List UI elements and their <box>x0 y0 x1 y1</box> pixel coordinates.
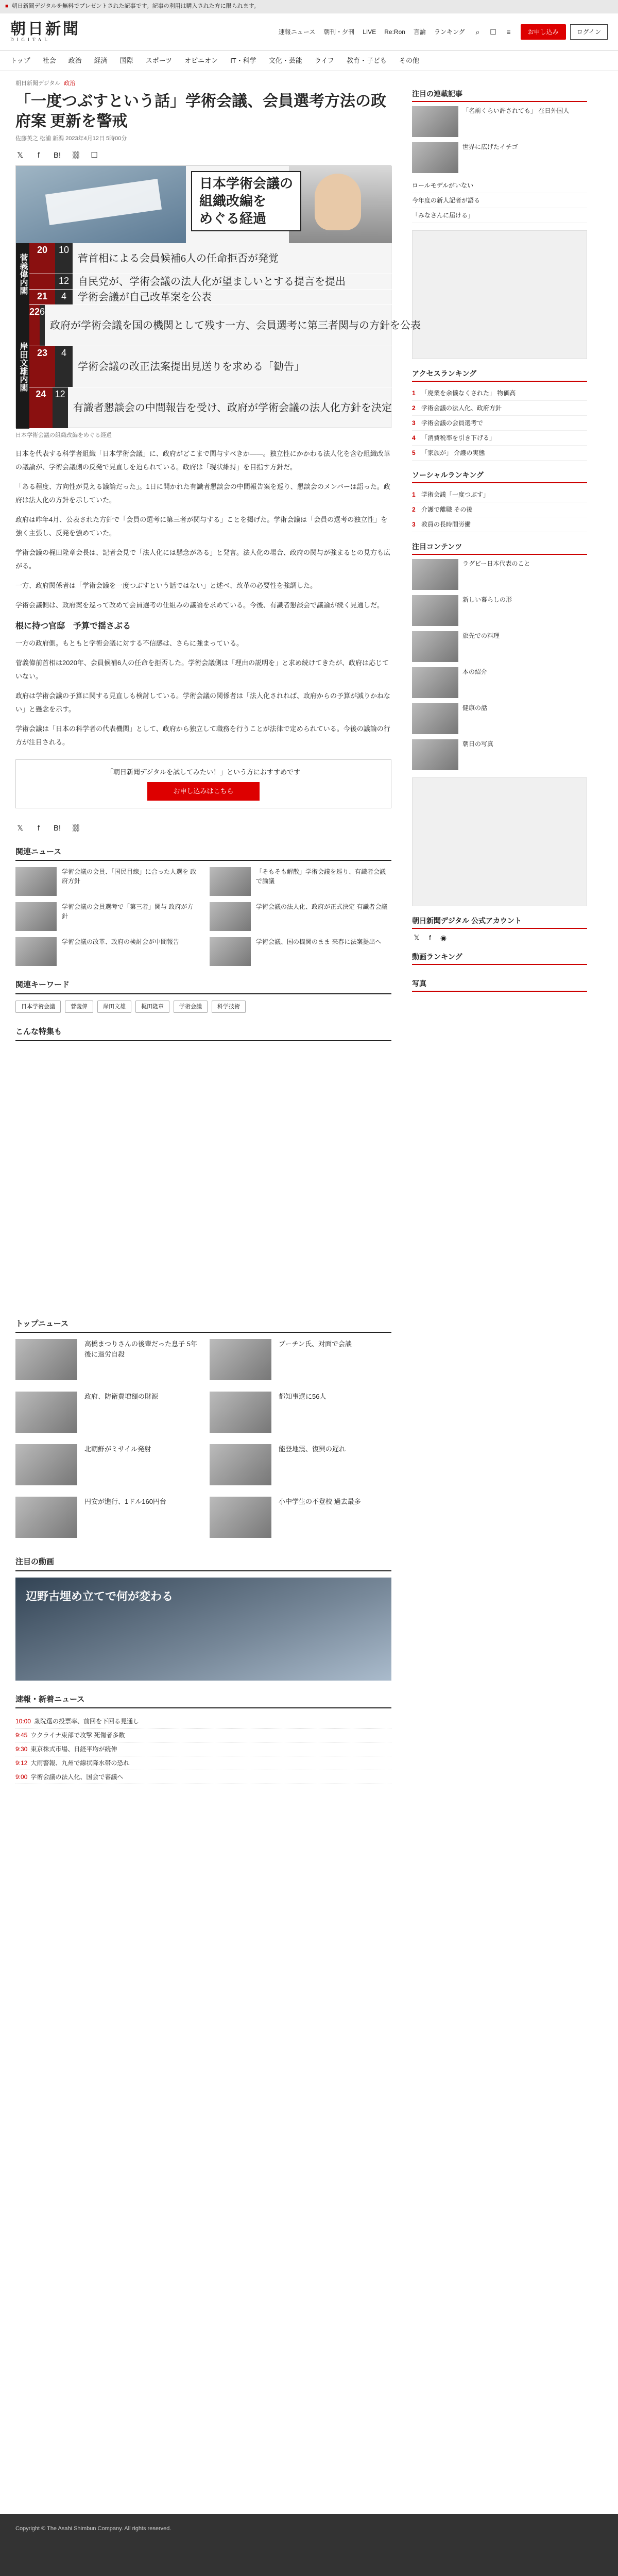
article-subhead: 根に持つ官邸 予算で揺さぶる <box>15 621 131 631</box>
paragraph: 菅義偉前首相は2020年、会員候補6人の任命を拒否した。学術会議側は「理由の説明を」と求め続けてきたが、政府は応じていない。 <box>15 658 389 680</box>
sidebar-video-ranking-heading: 動画ランキング <box>412 952 587 965</box>
hatena-share-icon[interactable]: B! <box>53 823 61 833</box>
keyword-tag[interactable]: 日本学術会議 <box>15 1001 61 1013</box>
paragraph: 政府は学術会議の予算に関する見直しも検討している。学術会議の関係者は「法人化されれば、政府からの予算が減りかねない」と懸念を示す。 <box>15 691 391 713</box>
topnews-item[interactable]: 都知事選に56人 <box>210 1392 391 1433</box>
era-suga: 菅義偉内閣 <box>16 243 29 305</box>
x-share-icon[interactable]: 𝕏 <box>16 151 24 160</box>
related-thumb <box>15 867 57 896</box>
nav-opinion[interactable]: 言論 <box>413 28 426 36</box>
timeline-row: 21 4 学術会議が自己改革案を公表 <box>29 290 392 305</box>
topnews-item[interactable]: 小中学生の不登校 過去最多 <box>210 1497 391 1538</box>
sidebar-card[interactable]: 健康の話 <box>412 703 587 734</box>
related-item[interactable]: 「そもそも解散」学術会議を巡り、有識者会議で論議 <box>210 867 391 896</box>
cat-other[interactable]: その他 <box>399 56 420 64</box>
related-thumb <box>210 937 251 966</box>
ranking-item[interactable]: 2 学術会議の法人化、政府方針 <box>412 401 587 416</box>
related-list <box>15 867 391 966</box>
timeline-row: 23 4 学術会議の改正法案提出見送りを求める「勧告」 <box>29 346 392 387</box>
timeline-row: 12 自民党が、学術会議の法人化が望ましいとする提言を提出 <box>29 274 392 290</box>
timeline <box>16 243 421 429</box>
paragraph: 学術会議は「日本の科学者の代表機関」として、政府から独立して職務を行うことが法律で定められている。今後の議論の行方が注目される。 <box>15 724 390 746</box>
subscription-banner <box>15 759 391 808</box>
sidebar-card[interactable]: 本の紹介 <box>412 667 587 698</box>
sidebar-card[interactable]: 朝日の写真 <box>412 739 587 770</box>
breaking-item[interactable]: 9:00 学術会議の法人化、国会で審議へ <box>15 1770 391 1784</box>
nav-paper[interactable]: 朝刊・夕刊 <box>323 28 355 36</box>
news-thumb <box>15 1444 77 1485</box>
search-icon[interactable]: ⌕ <box>475 27 480 36</box>
breaking-item[interactable]: 9:45 ウクライナ東部で攻撃 死傷者多数 <box>15 1728 391 1742</box>
nav-reron[interactable]: Re:Ron <box>384 28 405 36</box>
menu-icon[interactable]: ≡ <box>506 27 511 36</box>
hero-photo-building <box>16 166 186 243</box>
news-thumb <box>15 1497 77 1538</box>
breaking-list <box>15 1715 391 1784</box>
feature-heading: 注目の動画 <box>15 1556 391 1571</box>
paragraph: 政府は昨年4月、公表された方針で「会員の選考に第三者が関与する」ことを掲げた。学術会議は「会員の選考の独立性」を強く主張し、反発を強めていた。 <box>15 515 388 537</box>
cat-sports[interactable]: スポーツ <box>145 56 173 64</box>
hero-photo-person <box>289 166 392 243</box>
header-nav <box>279 27 465 37</box>
sidebar <box>412 79 587 1794</box>
keyword-list <box>15 1001 391 1013</box>
infographic-title: 日本学術会議の 組織改編を めぐる経過 <box>191 171 301 231</box>
ranking-item[interactable]: 4 「消費税率を引き下げる」 <box>412 431 587 446</box>
paragraph: 一方、政府関係者は「学術会議を一度つぶすという話ではない」と述べ、改革の必要性を強調した。 <box>15 581 317 589</box>
news-thumb <box>15 1339 77 1380</box>
article-title: 「一度つぶすという話」学術会議、会員選考方法の政府案 更新を警戒 <box>15 92 386 130</box>
facebook-icon[interactable]: f <box>429 934 431 942</box>
related-item[interactable]: 学術会議、国の機関のまま 来春に法案提出へ <box>210 937 391 966</box>
line-icon[interactable]: ◉ <box>440 934 447 942</box>
sidebar-thumb <box>412 631 458 662</box>
link-copy-icon[interactable]: ⛓ <box>71 151 81 160</box>
related-heading: 関連ニュース <box>15 846 391 861</box>
cat-science[interactable]: IT・科学 <box>230 56 256 64</box>
ranking-item[interactable]: 5 「家族が」 介護の実態 <box>412 446 587 461</box>
recommend-area <box>15 1047 391 1305</box>
feature-video[interactable] <box>15 1578 391 1681</box>
link-copy-icon[interactable]: ⛓ <box>71 823 81 833</box>
news-thumb <box>210 1497 271 1538</box>
keyword-tag[interactable]: 学術会議 <box>174 1001 208 1013</box>
topnews-item[interactable]: 北朝鮮がミサイル発射 <box>15 1444 197 1485</box>
social-ranking-item[interactable]: 3 教員の長時間労働 <box>412 517 587 532</box>
x-icon[interactable]: 𝕏 <box>414 934 420 942</box>
hero-caption: 日本学術会議の組織改編をめぐる経過 <box>15 432 112 438</box>
topnews-item[interactable]: 能登地震、復興の遅れ <box>210 1444 391 1485</box>
subscribe-button[interactable]: お申し込み <box>521 24 566 40</box>
topnews-item[interactable]: 円安が進行、1ドル160円台 <box>15 1497 197 1538</box>
login-button[interactable]: ログイン <box>570 24 608 40</box>
promo-text: 朝日新聞デジタルを無料でプレゼントされた記事です。記事の利用は購入された方に限られます。 <box>11 3 260 10</box>
cat-culture[interactable]: 文化・芸能 <box>268 56 302 64</box>
social-accounts <box>412 933 587 942</box>
sidebar-thumb <box>412 667 458 698</box>
crumb-home[interactable]: 朝日新聞デジタル <box>15 80 61 87</box>
sidebar-thumb <box>412 142 458 173</box>
cat-top[interactable]: トップ <box>10 56 30 64</box>
breaking-heading: 速報・新着ニュース <box>15 1694 391 1709</box>
ad-slot[interactable] <box>412 777 587 906</box>
topnews-item[interactable]: 政府、防衛費増額の財源 <box>15 1392 197 1433</box>
breaking-item[interactable]: 9:30 東京株式市場、日経平均が続伸 <box>15 1742 391 1756</box>
timeline-row: 20 10 菅首相による会員候補6人の任命拒否が発覚 <box>29 243 392 274</box>
paragraph: 日本を代表する科学者組織「日本学術会議」に、政府がどこまで関与すべきか――。独立性にかかわる法人化を含む組織改革の議論が、学術会議側の反発で見直しを迫られている。政府は「現状維持」を目指す方針だ。 <box>15 449 390 471</box>
sidebar-notice-heading: 注目の連載記事 <box>412 89 587 102</box>
sidebar-card[interactable]: 旅先での料理 <box>412 631 587 662</box>
sidebar-thumb <box>412 559 458 590</box>
x-share-icon[interactable]: 𝕏 <box>16 823 24 833</box>
promo-topbar <box>0 0 618 13</box>
social-ranking-item[interactable]: 2 介護で離職 その後 <box>412 502 587 517</box>
crumb-category[interactable]: 政治 <box>64 80 76 87</box>
news-thumb <box>210 1444 271 1485</box>
sidebar-card[interactable]: 新しい暮らしの形 <box>412 595 587 626</box>
sidebar-follow-heading: 朝日新聞デジタル 公式アカウント <box>412 916 587 929</box>
sidebar-thumb <box>412 106 458 137</box>
sidebar-notice-item[interactable]: ロールモデルがいない <box>412 178 587 193</box>
sidebar-ranking-heading: アクセスランキング <box>412 368 587 382</box>
paragraph: 一方の政府側。もともと学術会議に対する不信感は、さらに強まっている。 <box>15 639 244 647</box>
cat-politics[interactable]: 政治 <box>68 56 82 64</box>
related-item[interactable]: 学術会議の改革、政府の検討会が中間報告 <box>15 937 197 966</box>
footer-copyright: Copyright © The Asahi Shimbun Company. All rights reserved. <box>15 2526 171 2532</box>
sidebar-thumb <box>412 703 458 734</box>
topnews-item[interactable]: 高橋まつりさんの後輩だった息子 5年後に過労自殺 <box>15 1339 197 1380</box>
facebook-share-icon[interactable]: f <box>37 823 40 833</box>
era-kishida: 岸田文雄内閣 <box>16 305 29 429</box>
cat-society[interactable]: 社会 <box>42 56 56 64</box>
related-item[interactable]: 学術会議の会員選考で「第三者」関与 政府が方針 <box>15 902 197 931</box>
ranking-item[interactable]: 3 学術会議の会員選考で <box>412 416 587 431</box>
related-item[interactable]: 学術会議の法人化、政府が正式決定 有識者会議 <box>210 902 391 931</box>
recommend-heading: こんな特集も <box>15 1026 391 1041</box>
hatena-share-icon[interactable]: B! <box>53 151 61 160</box>
sidebar-notice-item[interactable]: 今年度の新人記者が語る <box>412 193 587 208</box>
banner-cta-button[interactable]: お申し込みはこちら <box>147 782 259 801</box>
share-bar <box>15 151 391 160</box>
bookmark-icon[interactable]: ☐ <box>490 27 496 36</box>
keyword-tag[interactable]: 梶田隆章 <box>135 1001 169 1013</box>
paragraph: 「ある程度、方向性が見える議論だった」。1日に開かれた有識者懇談会の中間報告案を巡り、懇談会のメンバーは語った。政府は法人化の方針を示していた。 <box>15 482 390 504</box>
site-header <box>0 13 618 50</box>
sidebar-social-heading: ソーシャルランキング <box>412 470 587 483</box>
feature-title: 辺野古埋め立てで何が変わる <box>26 1589 174 1603</box>
share-bar-bottom <box>15 824 391 833</box>
paragraph: 学術会議の梶田隆章会長は、記者会見で「法人化には懸念がある」と発言。法人化の場合、政府の関与が強まるとの見方も広がる。 <box>15 548 391 570</box>
paragraph: 学術会議側は、政府案を巡って改めて会員選考の仕組みの議論を求めている。今後、有識者懇談会で議論が続く見通しだ。 <box>15 601 384 609</box>
keywords-heading: 関連キーワード <box>15 979 391 994</box>
social-ranking-item[interactable]: 1 学術会議「一度つぶす」 <box>412 487 587 502</box>
bookmark-icon[interactable]: ☐ <box>91 151 98 160</box>
ranking-item[interactable]: 1 「廃業を余儀なくされた」 物価高 <box>412 386 587 401</box>
cat-world[interactable]: 国際 <box>119 56 133 64</box>
nav-live[interactable]: LIVE <box>363 28 376 36</box>
article-body <box>15 447 391 749</box>
cat-edu[interactable]: 教育・子ども <box>347 56 387 64</box>
related-thumb <box>15 937 57 966</box>
related-item[interactable]: 学術会議の会員、「国民目線」に合った人選を 政府方針 <box>15 867 197 896</box>
timeline-row: 24 12 有識者懇談会の中間報告を受け、政府が学術会議の法人化方針を決定 <box>29 387 392 429</box>
sidebar-thumb <box>412 595 458 626</box>
hero-infographic <box>15 165 421 428</box>
site-logo[interactable] <box>10 21 80 43</box>
topnews-list <box>15 1339 391 1543</box>
related-thumb <box>210 867 251 896</box>
category-nav <box>0 50 618 71</box>
topnews-heading: トップニュース <box>15 1318 391 1333</box>
ad-slot[interactable] <box>412 230 587 359</box>
keyword-tag[interactable]: 科学技術 <box>212 1001 246 1013</box>
news-thumb <box>15 1392 77 1433</box>
breadcrumb <box>15 79 391 88</box>
sidebar-thumb <box>412 739 458 770</box>
nav-breaking[interactable]: 速報ニュース <box>278 28 316 36</box>
related-thumb <box>15 902 57 931</box>
ranking-list <box>412 386 587 461</box>
topnews-item[interactable]: ブーチン氏、対面で会談 <box>210 1339 391 1380</box>
sidebar-recommended-heading: 注目コンテンツ <box>412 541 587 555</box>
timeline-row: 22 6 政府が学術会議を国の機関として残す一方、会員選考に第三者関与の方針を公表 <box>29 305 392 346</box>
sidebar-card[interactable]: 「名前くらい許されても」 在日外国人 <box>412 106 587 137</box>
cat-opinion[interactable]: オピニオン <box>184 56 218 64</box>
breaking-item[interactable]: 10:00 衆院選の投票率、前回を下回る見通し <box>15 1715 391 1728</box>
info-icon: ■ <box>5 3 9 10</box>
logo-sub: DIGITAL <box>10 37 50 43</box>
facebook-share-icon[interactable]: f <box>37 151 40 160</box>
sidebar-card[interactable]: 世界に広げたイチゴ <box>412 142 587 173</box>
banner-text: 「朝日新聞デジタルを試してみたい！」という方におすすめです <box>106 768 301 776</box>
news-thumb <box>210 1339 271 1380</box>
nav-ranking[interactable]: ランキング <box>434 28 465 36</box>
article-byline: 佐藤英之 松浦 新潟 2023年4月12日 5時00分 <box>15 135 127 142</box>
sidebar-notice-item[interactable]: 「みなさんに届ける」 <box>412 208 587 223</box>
keyword-tag[interactable]: 岸田文雄 <box>97 1001 131 1013</box>
site-footer <box>0 2514 618 2576</box>
breaking-item[interactable]: 9:12 大雨警報、九州で線状降水帯の恐れ <box>15 1756 391 1770</box>
sidebar-card[interactable]: ラグビー日本代表のこと <box>412 559 587 590</box>
sidebar-notice-list <box>412 178 587 223</box>
keyword-tag[interactable]: 菅義偉 <box>65 1001 93 1013</box>
cat-economy[interactable]: 経済 <box>94 56 108 64</box>
social-ranking-list <box>412 487 587 532</box>
sidebar-photo-heading: 写真 <box>412 978 587 992</box>
news-thumb <box>210 1392 271 1433</box>
related-thumb <box>210 902 251 931</box>
cat-life[interactable]: ライフ <box>314 56 334 64</box>
logo-main: 朝日新聞 <box>10 21 80 38</box>
